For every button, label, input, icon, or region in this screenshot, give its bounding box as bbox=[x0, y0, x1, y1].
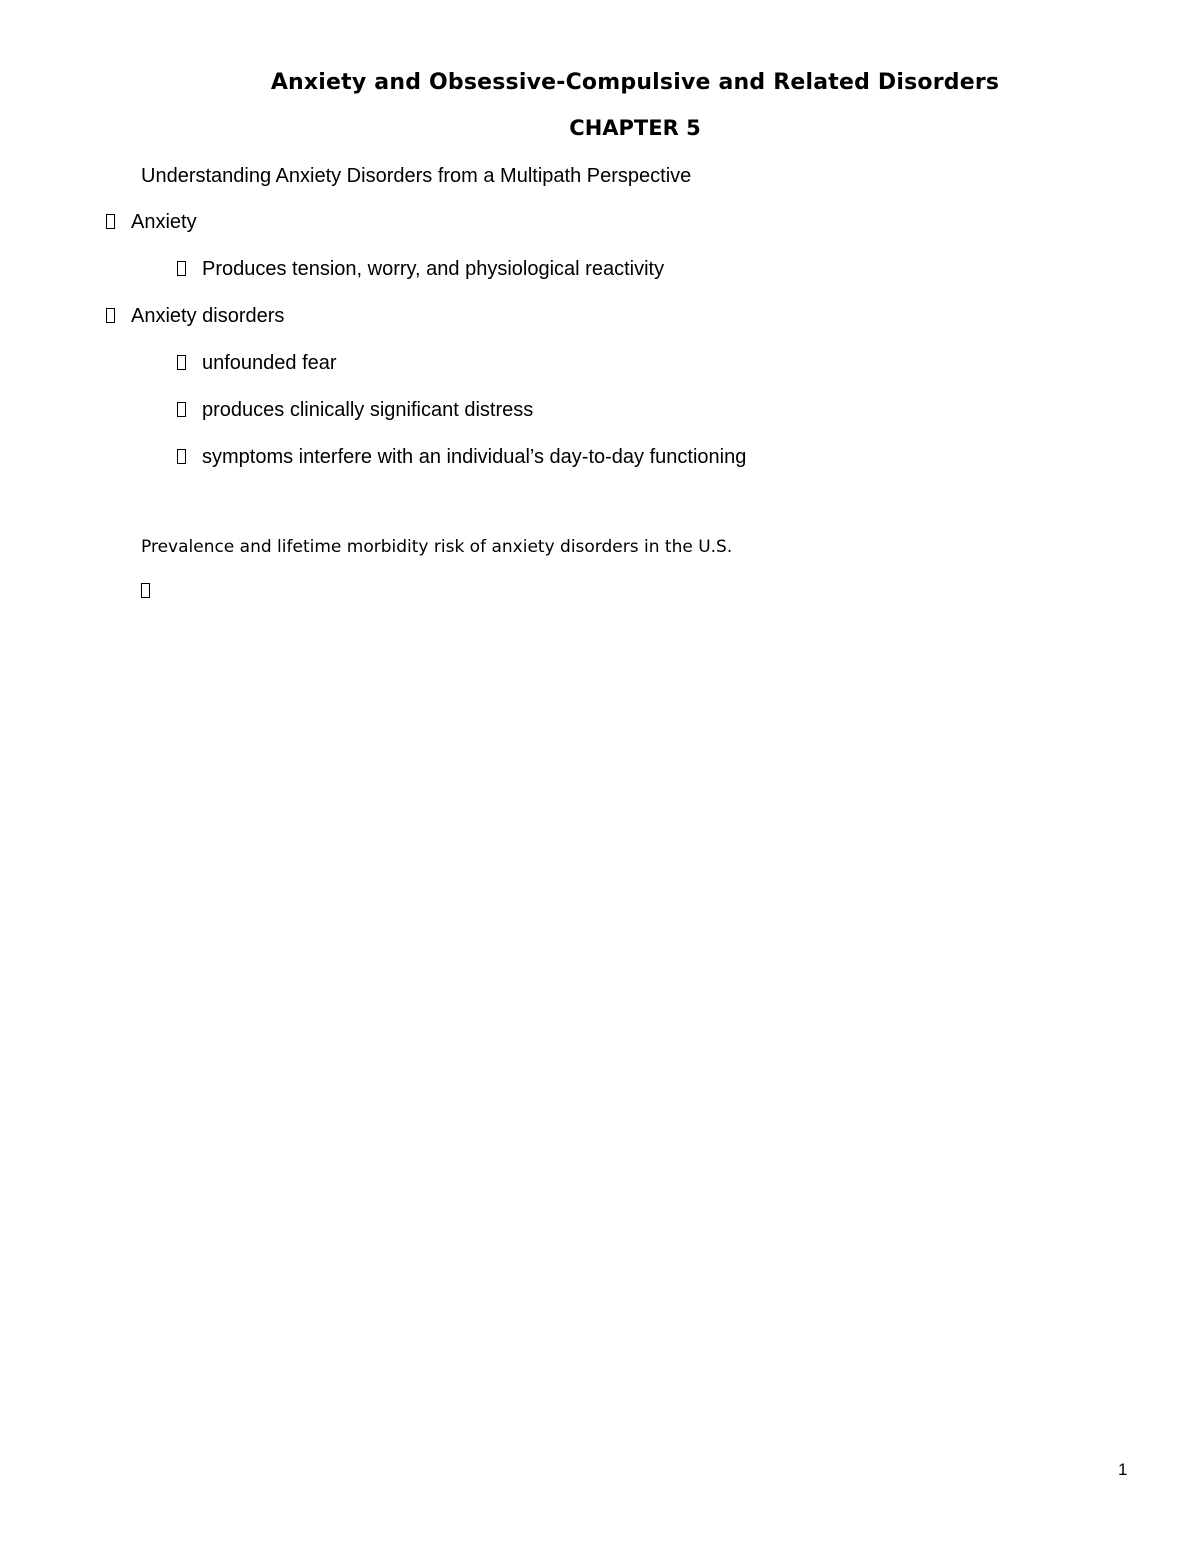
outline-item-label: Anxiety bbox=[131, 211, 197, 233]
outline-subitem bbox=[177, 352, 337, 375]
square-bullet-icon bbox=[106, 214, 115, 229]
page-number: 1 bbox=[1118, 1460, 1128, 1479]
chapter-heading: CHAPTER 5 bbox=[569, 116, 701, 140]
prevalence-caption: Prevalence and lifetime morbidity risk of anxiety disorders in the U.S. bbox=[141, 537, 733, 557]
square-bullet-icon bbox=[177, 402, 186, 417]
outline-subitem bbox=[177, 258, 664, 281]
outline-subitem-label: Produces tension, worry, and physiological reactivity bbox=[202, 258, 665, 280]
section-heading: Understanding Anxiety Disorders from a Multipath Perspective bbox=[141, 165, 692, 187]
square-bullet-icon bbox=[177, 355, 186, 370]
document-title: Anxiety and Obsessive-Compulsive and Related Disorders bbox=[270, 70, 1000, 95]
outline-item-anxiety-disorders bbox=[106, 305, 284, 328]
outline-subitem bbox=[177, 399, 533, 422]
square-bullet-icon bbox=[141, 583, 150, 598]
outline-item-anxiety bbox=[106, 211, 197, 234]
outline-subitem-label: produces clinically significant distress bbox=[202, 399, 534, 421]
empty-bullet-line bbox=[141, 580, 150, 603]
square-bullet-icon bbox=[177, 261, 186, 276]
outline-item-label: Anxiety disorders bbox=[131, 305, 285, 327]
outline-subitem bbox=[177, 446, 746, 469]
square-bullet-icon bbox=[106, 308, 115, 323]
square-bullet-icon bbox=[177, 449, 186, 464]
outline-subitem-label: unfounded fear bbox=[202, 352, 337, 374]
outline-subitem-label: symptoms interfere with an individual’s day-to-day functioning bbox=[202, 446, 747, 468]
